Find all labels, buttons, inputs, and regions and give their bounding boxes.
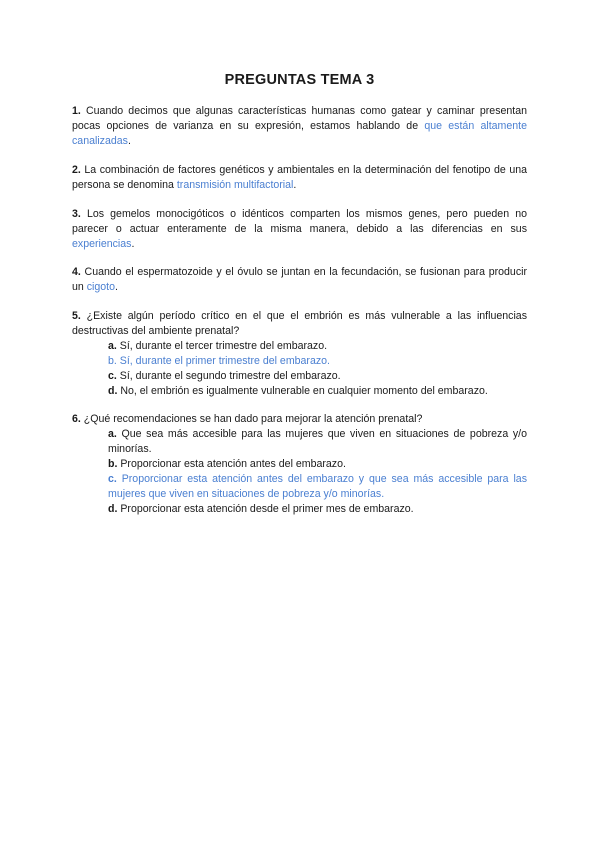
option-letter: d.	[108, 503, 118, 515]
option-text: Proporcionar esta atención antes del embarazo.	[117, 458, 346, 470]
question-number: 2.	[72, 164, 81, 176]
question-end: .	[293, 179, 297, 191]
question-end: .	[131, 238, 135, 250]
question-number: 4.	[72, 266, 81, 278]
option-text: Sí, durante el primer trimestre del embarazo.	[116, 355, 330, 367]
options-list	[72, 427, 527, 517]
option-letter: a.	[108, 428, 117, 440]
question-6	[72, 412, 527, 517]
question-3	[72, 207, 527, 252]
question-text: ¿Existe algún período crítico en el que el embrión es más vulnerable a las influencias destructivas del ambiente prenatal?	[72, 310, 527, 337]
question-1	[72, 104, 527, 149]
question-text: Cuando decimos que algunas características humanas como gatear y caminar presentan pocas opciones de varianza en su expresión, estamos hablando de	[72, 105, 527, 132]
option-text: Sí, durante el tercer trimestre del embarazo.	[116, 340, 328, 352]
question-text: Cuando el espermatozoide y el óvulo se juntan en la fecundación, se fusionan para producir un	[72, 266, 527, 293]
question-end: .	[127, 135, 131, 147]
answer-highlight: que están altamente canalizadas	[72, 120, 527, 147]
option-a	[108, 339, 527, 354]
answer-highlight: transmisión multifactorial	[176, 179, 294, 191]
question-number: 1.	[72, 105, 81, 117]
option-text: No, el embrión es igualmente vulnerable en cualquier momento del embarazo.	[117, 385, 488, 397]
option-d	[108, 502, 527, 517]
option-letter: c.	[108, 473, 117, 485]
question-5	[72, 309, 527, 399]
option-letter: c.	[108, 370, 117, 382]
option-letter: b.	[108, 458, 118, 470]
option-text: Sí, durante el segundo trimestre del embarazo.	[116, 370, 341, 382]
answer-highlight: cigoto	[86, 281, 116, 293]
question-number: 6.	[72, 413, 81, 425]
option-letter: a.	[108, 340, 117, 352]
option-letter: b.	[108, 355, 117, 367]
option-text: Proporcionar esta atención desde el primer mes de embarazo.	[117, 503, 414, 515]
options-list	[72, 339, 527, 399]
question-number: 5.	[72, 310, 81, 322]
answer-highlight: experiencias	[72, 238, 132, 250]
question-number: 3.	[72, 208, 81, 220]
option-c	[108, 369, 527, 384]
option-d	[108, 384, 527, 399]
question-4	[72, 265, 527, 295]
option-text: Proporcionar esta atención antes del embarazo y que sea más accesible para las mujeres que viven en situaciones de pobreza y/o minorías.	[108, 473, 527, 500]
option-text: Que sea más accesible para las mujeres que viven en situaciones de pobreza y/o minorías.	[108, 428, 527, 455]
question-text: ¿Qué recomendaciones se han dado para mejorar la atención prenatal?	[80, 413, 423, 425]
option-b	[108, 457, 527, 472]
question-end: .	[115, 281, 118, 293]
question-text: La combinación de factores genéticos y ambientales en la determinación del fenotipo de una persona se denomina	[72, 164, 527, 191]
option-b	[108, 354, 527, 369]
question-2	[72, 163, 527, 193]
page-title: PREGUNTAS TEMA 3	[224, 72, 375, 88]
option-a	[108, 427, 527, 457]
question-text: Los gemelos monocigóticos o idénticos comparten los mismos genes, pero pueden no parecer o actuar enteramente de la misma manera, debido a las diferencias en sus	[72, 208, 527, 235]
option-letter: d.	[108, 385, 118, 397]
option-c	[108, 472, 527, 502]
